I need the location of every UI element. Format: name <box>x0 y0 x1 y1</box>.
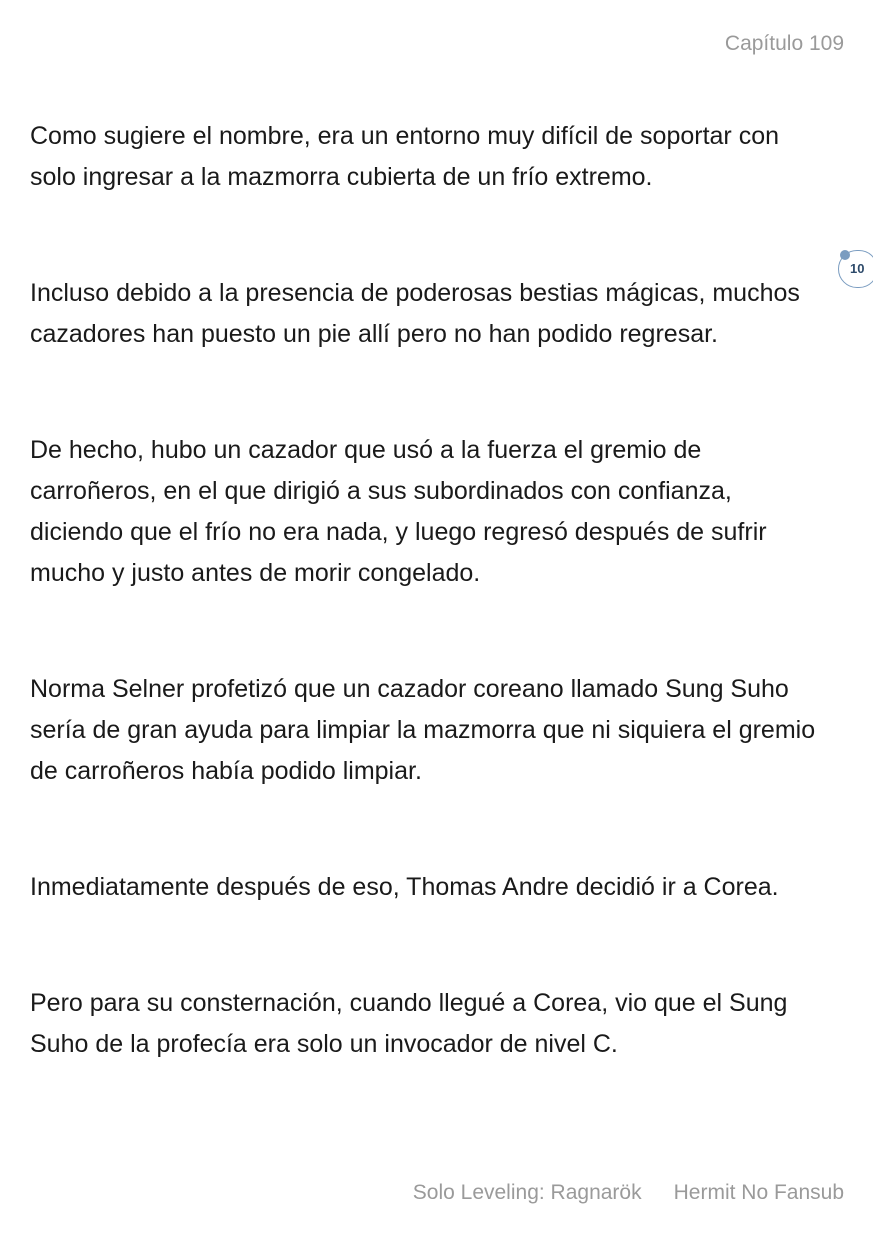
paragraph: Como sugiere el nombre, era un entorno muy difícil de soportar con solo ingresar a la mazmorra cubierta de un frío extremo. <box>30 122 779 191</box>
paragraph: Inmediatamente después de eso, Thomas Andre decidió ir a Corea. <box>30 873 779 901</box>
page-footer <box>413 1181 844 1205</box>
chapter-text <box>30 116 830 1140</box>
footer-translator: Hermit No Fansub <box>673 1181 844 1204</box>
footer-book-title: Solo Leveling: Ragnarök <box>412 1181 642 1204</box>
bookmark-dot-icon <box>840 250 850 260</box>
paragraph: Norma Selner profetizó que un cazador coreano llamado Sung Suho sería de gran ayuda para limpiar la mazmorra que ni siquiera el gremio de carroñeros había podido limpiar. <box>30 675 816 785</box>
paragraph: De hecho, hubo un cazador que usó a la fuerza el gremio de carroñeros, en el que dirigió a sus subordinados con confianza, diciendo que el frío no era nada, y luego regresó después de sufrir mucho y justo antes de morir congelado. <box>30 436 767 587</box>
paragraph: Pero para su consternación, cuando llegué a Corea, vio que el Sung Suho de la profecía era solo un invocador de nivel C. <box>30 989 788 1058</box>
page-number: 10 <box>850 261 865 276</box>
chapter-title: Capítulo 109 <box>724 32 844 55</box>
paragraph: Incluso debido a la presencia de poderosas bestias mágicas, muchos cazadores han puesto un pie allí pero no han podido regresar. <box>30 279 800 348</box>
